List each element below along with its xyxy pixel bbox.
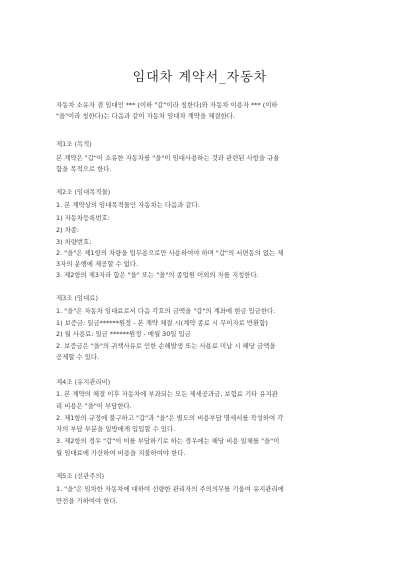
article-2-line: 1) 자동차등록번호: [56, 214, 110, 222]
document-title: 임대차 계약서_자동차 [132, 70, 268, 85]
article-3-line: 2. 보증금은 "을"의 귀책사유로 인한 손해발생 또는 사용료 미납 시 해당 금액을 [56, 342, 276, 350]
article-3-line: 1. "을"은 자동차 임대료로서 다음 각호의 금액을 "갑"의 계좌에 현금 입금한다. [56, 307, 276, 315]
article-2-line: 2. "을"은 제1항의 차량을 업무용으로만 사용하여야 하며 "갑"의 서면동의 없는 제 [56, 249, 284, 257]
article-2-line: 3. 제2항의 제3자라 함은 "을" 또는 "을"의 종업원 이외의 자를 지칭한다. [56, 271, 259, 279]
article-2-title: 제2조 (임대목적물) [56, 188, 111, 196]
article-2-line: 1. 본 계약상의 임대목적물인 자동차는 다음과 같다. [56, 201, 200, 209]
article-4-line: 리 비용은 "을"이 부담한다. [56, 402, 132, 410]
article-1-title: 제1조 (목적) [56, 140, 92, 148]
article-4-line: 월 임대료에 가산하여 비용을 지불하여야 한다. [56, 449, 186, 457]
article-4-title: 제4조 (유지관리비) [56, 378, 111, 386]
article-2-line: 3) 차량번호: [56, 238, 92, 246]
article-4-line: 3. 제2항의 경우 "갑"이 이를 부담하기로 하는 경우에는 해당 비용 일체를 "을"이 [56, 437, 280, 445]
article-1-line: 함을 목적으로 한다. [56, 165, 112, 173]
article-1-line: 본 계약은 "갑"이 소유한 자동차를 "을"이 임대사용하는 것과 관련된 사항을 규율 [56, 154, 280, 162]
article-5-line: 1. "을"은 임차한 자동차에 대하여 선량한 관리자의 주의의무를 기울여 유지관리에 [56, 485, 284, 493]
article-3-line: 2) 월 사용료: 일금 ******원정 - 매월 30일 입금 [56, 330, 191, 338]
article-2-line: 3자의 운행에 제공할 수 없다. [56, 260, 139, 268]
article-3-line: 1) 보증금: 일금******원정 - 본 계약 체결 시(계약 종료 시 무이자로 반환함) [56, 319, 268, 327]
article-5-title: 제5조 (선관주의) [56, 472, 105, 480]
article-5-line: 만전을 기하여야 한다. [56, 497, 118, 505]
article-4-line: 자의 부담 부분을 일방에게 입입할 수 있다. [56, 425, 176, 433]
article-4-line: 1. 본 계약의 체결 이후 자동차에 부과되는 모든 제세공과금, 보험료 기타 유지관 [56, 390, 278, 398]
article-3-line: 공제할 수 있다. [56, 353, 100, 361]
preamble-line: 자동차 소유자 겸 임대인 *** (이하 "갑"이라 칭한다)와 자동차 이용자 *** (이하 [56, 101, 278, 109]
preamble-line: "을"이라 칭한다)는 다음과 같이 자동차 임대차 계약을 체결한다. [56, 112, 235, 120]
article-3-title: 제3조 (임대료) [56, 294, 98, 302]
article-4-line: 2. 제1항의 규정에 불구하고 "갑"과 "을"은 별도의 비용부담 명세서를 작성하여 각 [56, 414, 284, 422]
article-2-line: 2) 차종: [56, 226, 80, 234]
